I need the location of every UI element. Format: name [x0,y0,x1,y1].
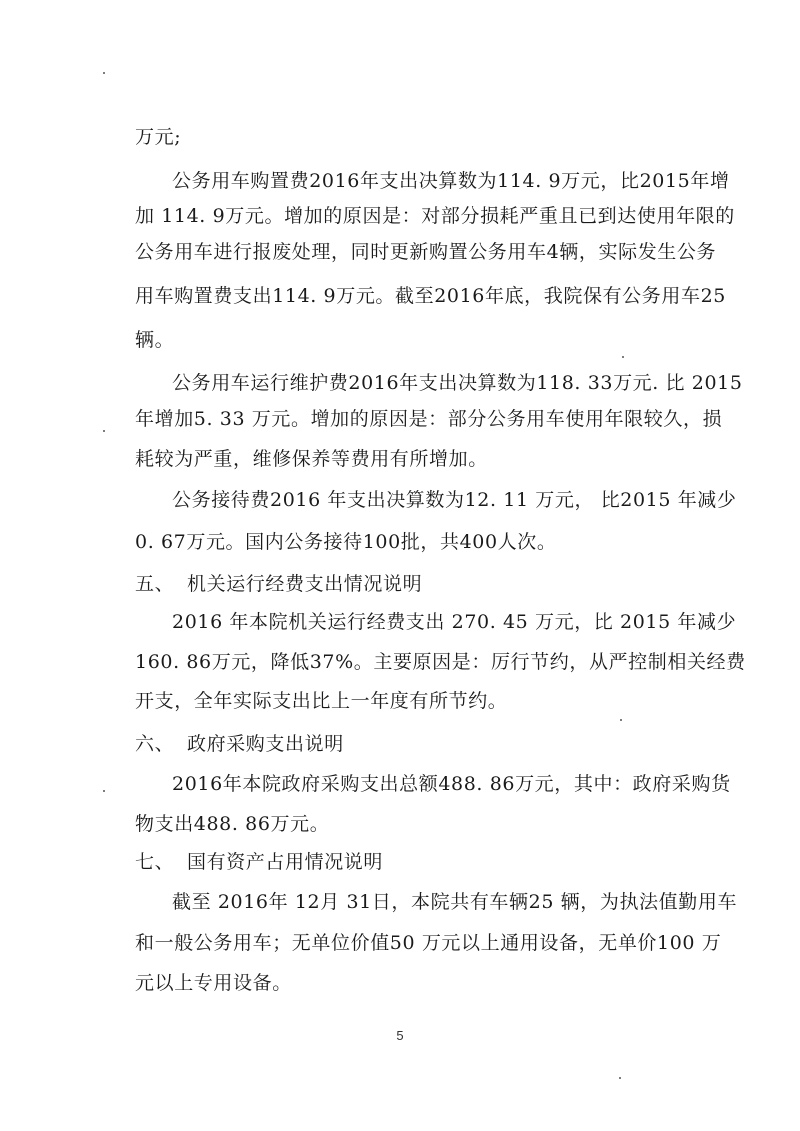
paragraph-line: 公务接待费2016 年支出决算数为12. 11 万元， 比2015 年减少 [172,489,737,511]
paragraph-line: 辆。 [135,329,175,351]
section-title: 政府采购支出说明 [187,733,344,755]
paragraph-line: 物支出488. 86万元。 [135,813,330,835]
section-number: 七、 [135,851,175,873]
paragraph-line: 160. 86万元，降低37%。主要原因是：厉行节约，从严控制相关经费 [135,651,746,673]
paragraph-line: 公务用车运行维护费2016年支出决算数为118. 33万元. 比 2015 [172,372,743,394]
paragraph-line: 0. 67万元。国内公务接待100批，共400人次。 [135,531,557,553]
paragraph-line: 元以上专用设备。 [135,972,292,994]
paragraph-line: 截至 2016年 12月 31日，本院共有车辆25 辆，为执法值勤用车 [172,891,738,913]
section-title: 国有资产占用情况说明 [187,851,384,873]
paragraph-line: 用车购置费支出114. 9万元。截至2016年底，我院保有公务用车25 [135,285,726,307]
section-heading [135,850,383,874]
section-number: 五、 [135,573,175,595]
paragraph-line: 2016 年本院机关运行经费支出 270. 45 万元，比 2015 年减少 [172,611,737,633]
paragraph-line: 开支，全年实际支出比上一年度有所节约。 [135,690,508,712]
page-number: 5 [396,1028,404,1043]
section-heading [135,732,344,756]
scan-speck [103,790,105,792]
paragraph-line: 加 114. 9万元。增加的原因是：对部分损耗严重且已到达使用年限的 [135,205,735,227]
paragraph-line: 2016年本院政府采购支出总额488. 86万元，其中：政府采购货 [172,773,731,795]
scan-speck [622,356,624,358]
scan-speck [620,719,622,721]
scan-speck [619,1077,621,1079]
scan-speck [103,430,105,432]
paragraph-line: 耗较为严重，维修保养等费用有所增加。 [135,448,488,470]
paragraph-line: 公务用车购置费2016年支出决算数为114. 9万元，比2015年增 [172,170,730,192]
section-number: 六、 [135,733,175,755]
paragraph-line: 公务用车进行报废处理，同时更新购置公务用车4辆，实际发生公务 [135,241,717,263]
paragraph-line: 年增加5. 33 万元。增加的原因是：部分公务用车使用年限较久，损 [135,408,723,430]
section-heading [135,572,422,596]
paragraph-line: 万元; [135,126,182,148]
section-title: 机关运行经费支出情况说明 [187,573,423,595]
scan-speck [103,72,105,74]
paragraph-line: 和一般公务用车；无单位价值50 万元以上通用设备，无单价100 万 [135,932,722,954]
